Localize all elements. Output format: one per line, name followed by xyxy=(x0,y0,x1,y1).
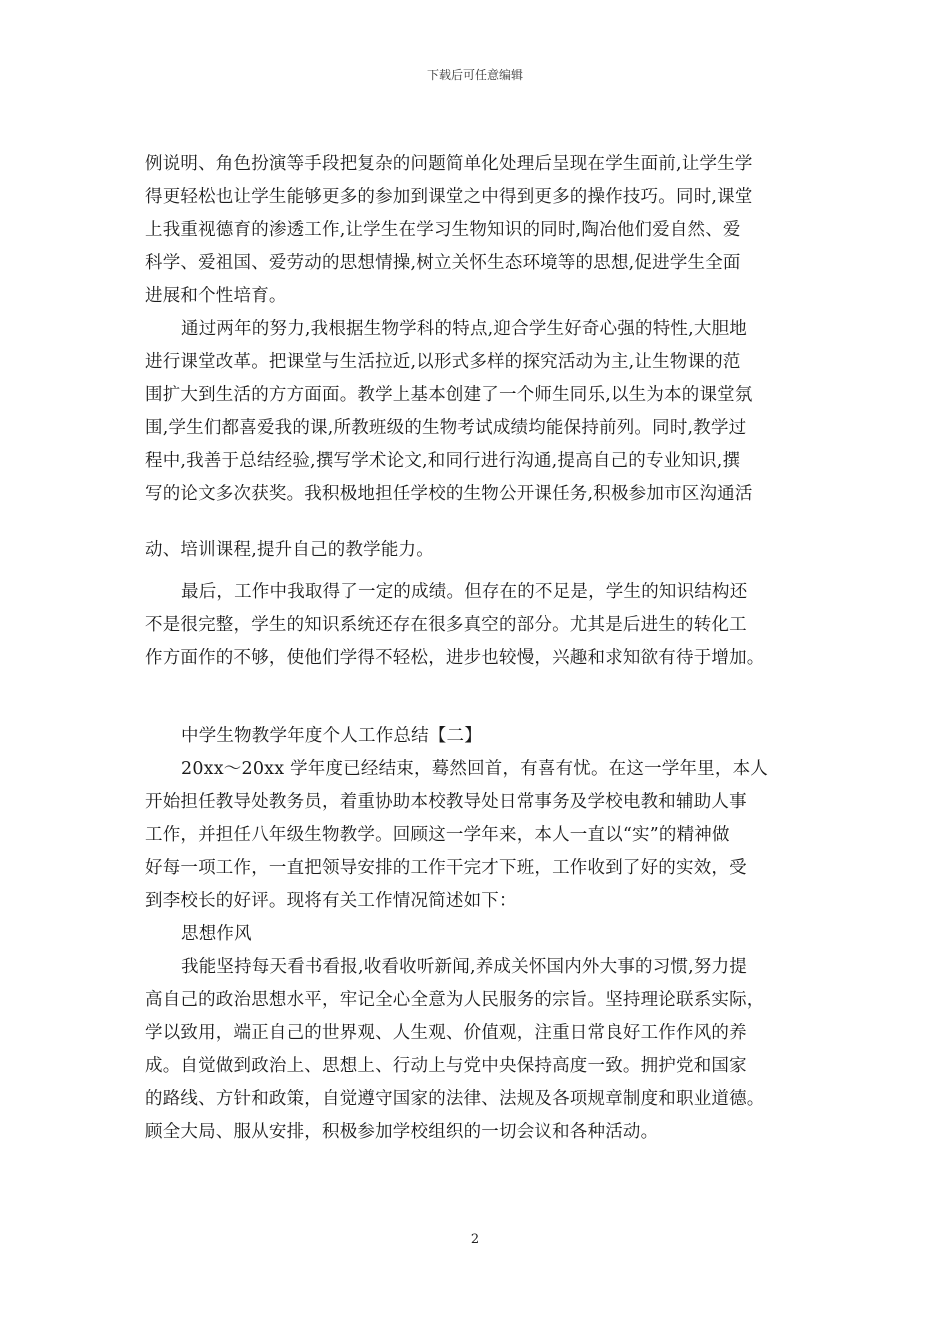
text-line: 围扩大到生活的方方面面。教学上基本创建了一个师生同乐,以生为本的课堂氛 xyxy=(145,385,753,405)
text-line: 的路线、方针和政策，自觉遵守国家的法律、法规及各项规章制度和职业道德。 xyxy=(145,1089,765,1109)
text-line: 到李校长的好评。现将有关工作情况简述如下： xyxy=(145,891,517,911)
text-line: 作方面作的不够，使他们学得不轻松，进步也较慢，兴趣和求知欲有待于增加。 xyxy=(145,648,765,668)
text-line: 学以致用，端正自己的世界观、人生观、价值观，注重日常良好工作作风的养 xyxy=(145,1023,747,1043)
text-line: 不是很完整，学生的知识系统还存在很多真空的部分。尤其是后进生的转化工 xyxy=(145,615,747,635)
section-heading: 中学生物教学年度个人工作总结【二】 xyxy=(181,726,482,746)
text-line: 科学、爱祖国、爱劳动的思想情操,树立关怀生态环境等的思想,促进学生全面 xyxy=(145,253,741,273)
text-line: 上我重视德育的渗透工作,让学生在学习生物知识的同时,陶冶他们爱自然、爱 xyxy=(145,220,741,240)
text-line: 好每一项工作，一直把领导安排的工作干完才下班，工作收到了好的实效，受 xyxy=(145,858,747,878)
paragraph-first-line: 20xx～20xx 学年度已经结束，蓦然回首，有喜有忧。在这一学年里，本人 xyxy=(181,759,768,779)
page-header: 下载后可任意编辑 xyxy=(426,68,523,82)
text-line: 成。自觉做到政治上、思想上、行动上与党中央保持高度一致。拥护党和国家 xyxy=(145,1056,747,1076)
paragraph-first-line: 通过两年的努力,我根据生物学科的特点,迎合学生好奇心强的特性,大胆地 xyxy=(181,319,747,339)
paragraph-first-line: 最后，工作中我取得了一定的成绩。但存在的不足是，学生的知识结构还 xyxy=(181,582,748,602)
text-line: 围,学生们都喜爱我的课,所教班级的生物考试成绩均能保持前列。同时,教学过 xyxy=(145,418,747,438)
text-line: 动、培训课程,提升自己的教学能力。 xyxy=(145,540,434,560)
text-line: 得更轻松也让学生能够更多的参加到课堂之中得到更多的操作技巧。同时,课堂 xyxy=(145,187,753,207)
text-line: 工作，并担任八年级生物教学。回顾这一学年来，本人一直以“实”的精神做 xyxy=(145,825,730,845)
page-number: 2 xyxy=(470,1232,480,1247)
text-line: 开始担任教导处教务员，着重协助本校教导处日常事务及学校电教和辅助人事 xyxy=(145,792,747,812)
text-line: 进行课堂改革。把课堂与生活拉近,以形式多样的探究活动为主,让生物课的范 xyxy=(145,352,741,372)
subsection-heading: 思想作风 xyxy=(181,924,252,944)
text-line: 写的论文多次获奖。我积极地担任学校的生物公开课任务,积极参加市区沟通活 xyxy=(145,484,753,504)
text-line: 顾全大局、服从安排，积极参加学校组织的一切会议和各种活动。 xyxy=(145,1122,659,1142)
text-line: 程中,我善于总结经验,撰写学术论文,和同行进行沟通,提高自己的专业知识,撰 xyxy=(145,451,741,471)
text-line: 高自己的政治思想水平，牢记全心全意为人民服务的宗旨。坚持理论联系实际， xyxy=(145,990,765,1010)
text-line: 进展和个性培育。 xyxy=(145,286,287,306)
text-line: 例说明、角色扮演等手段把复杂的问题简单化处理后呈现在学生面前,让学生学 xyxy=(145,154,753,174)
paragraph-first-line: 我能坚持每天看书看报,收看收听新闻,养成关怀国内外大事的习惯,努力提 xyxy=(181,957,747,977)
